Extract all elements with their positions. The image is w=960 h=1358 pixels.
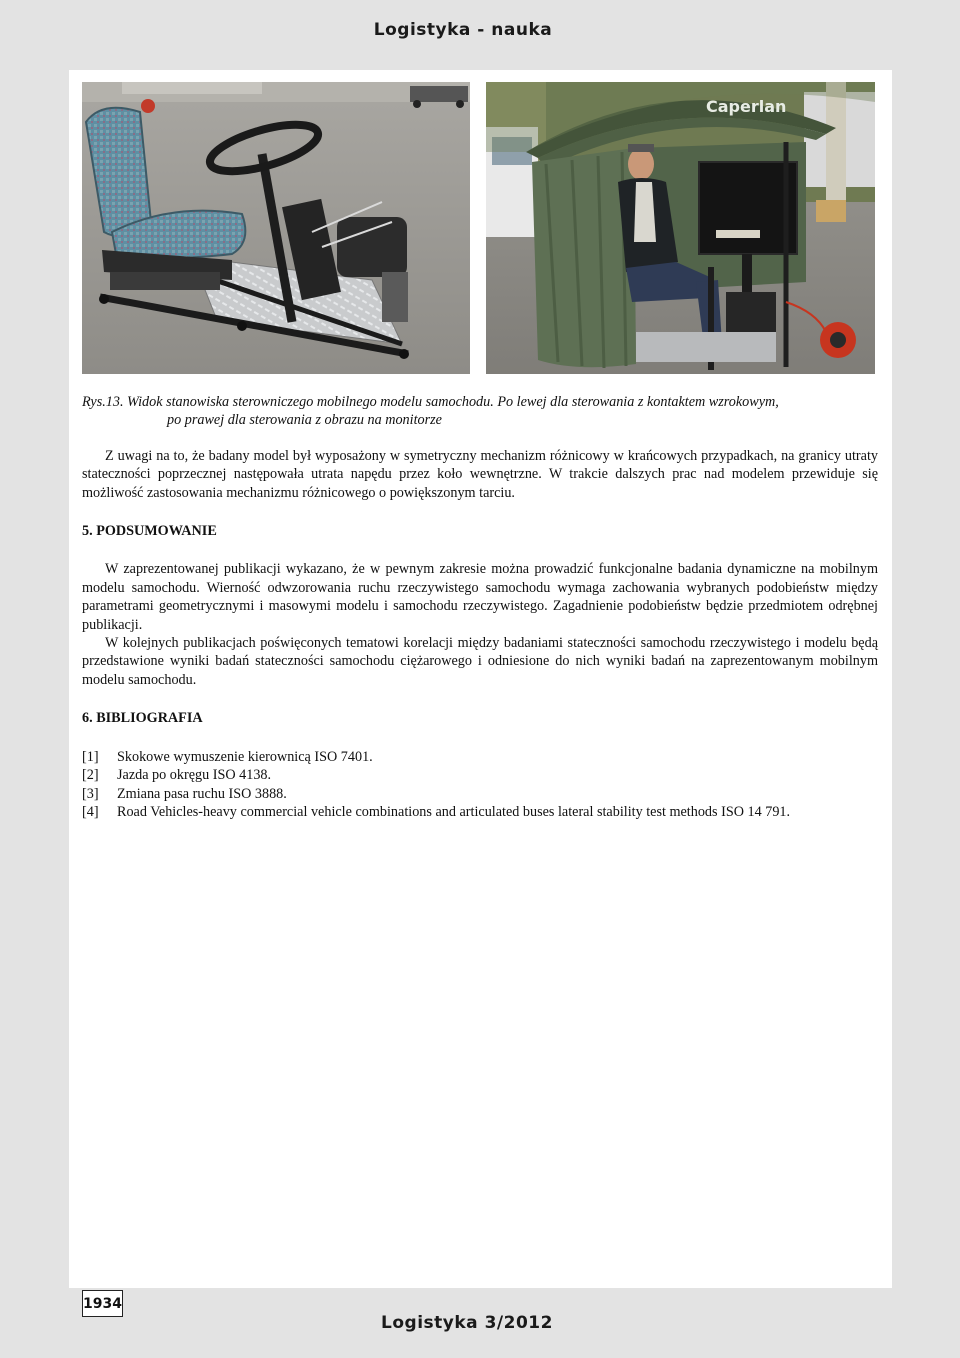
- section-heading-bibliography: [82, 709, 878, 727]
- section-title: BIBLIOGRAFIA: [96, 710, 203, 727]
- bibliography-item: [82, 785, 878, 803]
- bibliography-item: [82, 803, 878, 821]
- section-heading-summary: [82, 522, 878, 540]
- bibliography-text: Road Vehicles-heavy commercial vehicle combinations and articulated buses lateral stability test methods ISO 14 791.: [117, 803, 791, 820]
- bibliography-number: [1]: [82, 748, 99, 765]
- summary-paragraph-2: W kolejnych publikacjach poświęconych tematowi korelacji między badaniami stateczności samochodu rzeczywistego i modelu będą przedstawione wyniki badań stateczności samochodu ciężarowego i odniesione do nich wyniki badań na zaprezentowanym mobilnym modelu samochodu.: [82, 635, 878, 688]
- bibliography-number: [3]: [82, 785, 99, 802]
- article-content: [82, 393, 878, 821]
- bibliography-text: Jazda po okręgu ISO 4138.: [117, 767, 272, 784]
- section-number: 5.: [82, 523, 93, 540]
- driving-simulator-rig-photo: [82, 82, 470, 374]
- summary-paragraph-1: W zaprezentowanej publikacji wykazano, że w pewnym zakresie można prowadzić funkcjonalne badania dynamiczne na mobilnym modelu samochodu. Wierność odwzorowania ruchu rzeczywistego samochodu wymaga zachowania wybranych podobieństw między parametrami geometrycznymi i masowymi modelu i samochodu rzeczywistego. Zagadnienie podobieństw będzie przedmiotem odrębnej publikacji.: [82, 561, 878, 633]
- figure-caption: [82, 393, 878, 430]
- bibliography-item: [82, 766, 878, 784]
- bibliography-list: [82, 748, 878, 822]
- running-header: Logistyka - nauka: [373, 20, 553, 40]
- bibliography-text: Zmiana pasa ruchu ISO 3888.: [117, 785, 287, 802]
- page-number-box: 1934: [82, 1290, 123, 1317]
- section-title: PODSUMOWANIE: [96, 523, 217, 540]
- simulator-under-umbrella-photo: [486, 82, 875, 374]
- figure-caption-line1: Rys.13. Widok stanowiska sterowniczego mobilnego modelu samochodu. Po lewej dla sterowania z kontaktem wzrokowym,: [82, 394, 779, 410]
- bibliography-number: [4]: [82, 803, 99, 820]
- bibliography-item: [82, 748, 878, 766]
- page-sheet: [69, 70, 892, 1288]
- bibliography-number: [2]: [82, 767, 99, 784]
- umbrella-brand-text: Caperlan: [706, 97, 787, 116]
- body-paragraph-differential: Z uwagi na to, że badany model był wyposażony w symetryczny mechanizm różnicowy w krańcowych przypadkach, na granicy utraty stateczności poprzecznej następowała utrata napędu przez koło wewnętrzne. W trakcie dalszych prac nad modelem przewiduje się możliwość zastosowania mechanizmu różnicowego o powiększonym tarciu.: [82, 447, 878, 501]
- section-number: 6.: [82, 710, 93, 727]
- bibliography-text: Skokowe wymuszenie kierownicą ISO 7401.: [117, 748, 373, 765]
- running-footer: Logistyka 3/2012: [381, 1313, 553, 1333]
- figure-caption-line2: po prawej dla sterowania z obrazu na monitorze: [167, 412, 442, 429]
